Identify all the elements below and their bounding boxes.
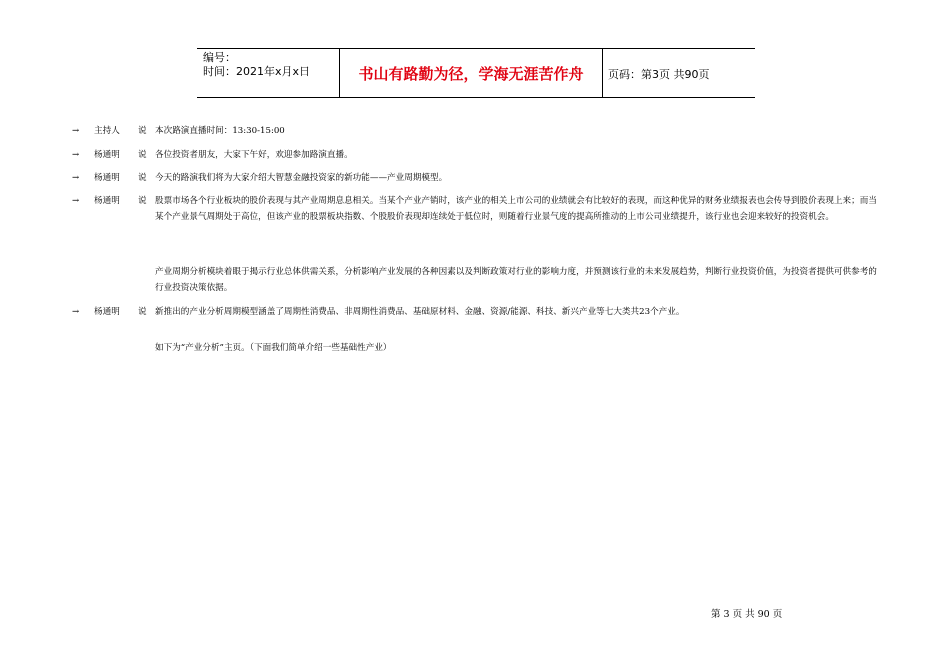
time-label: 时间：2021年x月x日 — [203, 65, 311, 78]
paragraph-text: 如下为“产业分析”主页。（下面我们简单介绍一些基础性产业） — [155, 343, 392, 353]
dialogue-text: 本次路演直播时间：13:30-15:00 — [155, 126, 285, 136]
say-label: 说 — [138, 307, 147, 317]
speaker-name: 杨通明 — [94, 196, 120, 206]
number-label: 编号： — [203, 51, 236, 64]
dialogue-text: 今天的路演我们将为大家介绍大智慧金融投资家的新功能——产业周期模型。 — [155, 173, 448, 183]
paragraph-text: 产业周期分析模块着眼于揭示行业总体供需关系，分析影响产业发展的各种因素以及判断政策对行业的影响力度，并预测该行业的未来发展趋势，判断行业投资价值，为投资者提供可供参考的行业投资决策依据。 — [155, 267, 877, 293]
say-label: 说 — [138, 196, 147, 206]
header-meta — [203, 51, 310, 79]
arrow-icon: → — [72, 150, 80, 160]
speaker-name: 杨通明 — [94, 150, 120, 160]
header-page-label: 页码：第3页 共90页 — [608, 68, 710, 81]
dialogue-text: 各位投资者朋友，大家下午好，欢迎参加路演直播。 — [155, 150, 353, 160]
arrow-icon: → — [72, 196, 80, 206]
dialogue-text: 股票市场各个行业板块的股价表现与其产业周期息息相关。当某个产业产销时，该产业的相关上市公司的业绩就会有比较好的表现，而这种优异的财务业绩报表也会传导到股价表现上来；而当某个产业景气周期处于高位，但该产业的股票板块指数、个股股价表现却连续处于低位时，则随着行业景气度的提高所推动的上市公司业绩提升，该行业也会迎来较好的投资机会。 — [155, 196, 877, 222]
say-label: 说 — [138, 150, 147, 160]
arrow-icon: → — [72, 173, 80, 183]
arrow-icon: → — [72, 126, 80, 136]
header-motto: 书山有路勤为径，学海无涯苦作舟 — [339, 49, 603, 97]
say-label: 说 — [138, 126, 147, 136]
arrow-icon: → — [72, 307, 80, 317]
speaker-name: 杨通明 — [94, 307, 120, 317]
page-header — [197, 48, 755, 98]
page-footer: 第 3 页 共 90 页 — [711, 609, 783, 620]
say-label: 说 — [138, 173, 147, 183]
speaker-name: 主持人 — [94, 126, 120, 136]
dialogue-text: 新推出的产业分析周期模型涵盖了周期性消费品、非周期性消费品、基础原材料、金融、资源/能源、科技、新兴产业等七大类共23个产业。 — [155, 307, 685, 317]
speaker-name: 杨通明 — [94, 173, 120, 183]
